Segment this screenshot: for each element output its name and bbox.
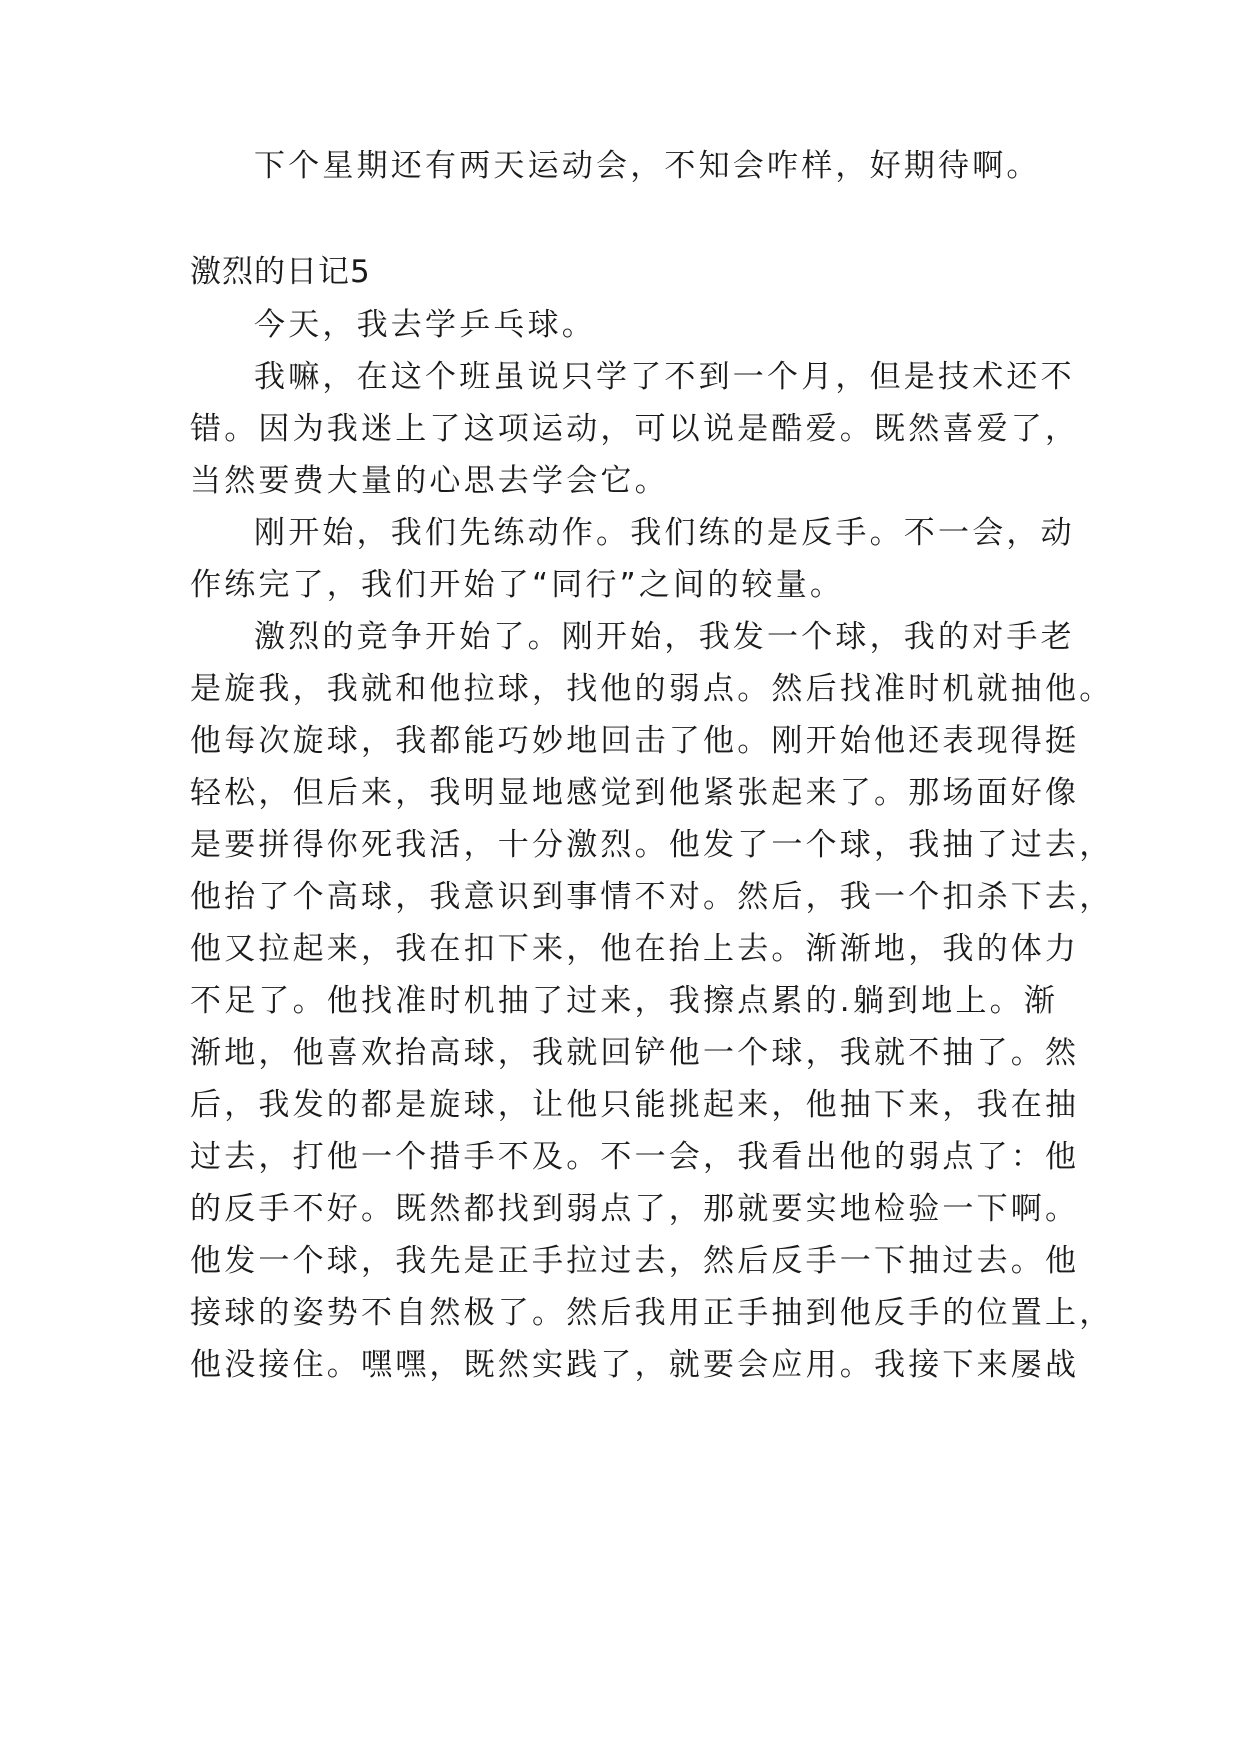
paragraph-line: 轻松，但后来，我明显地感觉到他紧张起来了。那场面好像 <box>190 775 1080 811</box>
paragraph-line: 后，我发的都是旋球，让他只能挑起来，他抽下来，我在抽 <box>190 1087 1080 1123</box>
paragraph-line: 是要拼得你死我活，十分激烈。他发了一个球，我抽了过去， <box>190 827 1114 863</box>
paragraph-line: 他没接住。嘿嘿，既然实践了，就要会应用。我接下来屡战 <box>190 1347 1080 1383</box>
paragraph-line: 激烈的竞争开始了。刚开始，我发一个球，我的对手老 <box>254 619 1075 655</box>
paragraph-line: 他抬了个高球，我意识到事情不对。然后，我一个扣杀下去， <box>190 879 1114 915</box>
paragraph-line: 的反手不好。既然都找到弱点了，那就要实地检验一下啊。 <box>190 1191 1080 1227</box>
paragraph-line: 不足了。他找准时机抽了过来，我擦点累的.躺到地上。渐 <box>190 983 1059 1019</box>
paragraph-line: 他发一个球，我先是正手拉过去，然后反手一下抽过去。他 <box>190 1243 1080 1279</box>
paragraph-line: 当然要费大量的心思去学会它。 <box>190 463 669 499</box>
paragraph-line: 接球的姿势不自然极了。然后我用正手抽到他反手的位置上， <box>190 1295 1114 1331</box>
paragraph-line: 他每次旋球，我都能巧妙地回击了他。刚开始他还表现得挺 <box>190 723 1080 759</box>
paragraph-line: 他又拉起来，我在扣下来，他在抬上去。渐渐地，我的体力 <box>190 931 1080 967</box>
diary-heading: 激烈的日记5 <box>190 254 371 290</box>
paragraph-line: 过去，打他一个措手不及。不一会，我看出他的弱点了：他 <box>190 1139 1080 1175</box>
paragraph-line: 刚开始，我们先练动作。我们练的是反手。不一会，动 <box>254 515 1075 551</box>
paragraph-line: 我嘛，在这个班虽说只学了不到一个月，但是技术还不 <box>254 359 1075 395</box>
paragraph-line: 作练完了，我们开始了“同行”之间的较量。 <box>190 567 845 603</box>
paragraph-line: 今天，我去学乒乓球。 <box>254 307 596 343</box>
paragraph-line: 渐地，他喜欢抬高球，我就回铲他一个球，我就不抽了。然 <box>190 1035 1080 1071</box>
intro-paragraph: 下个星期还有两天运动会，不知会咋样，好期待啊。 <box>254 148 1041 184</box>
paragraph-line: 错。因为我迷上了这项运动，可以说是酷爱。既然喜爱了， <box>190 411 1080 447</box>
paragraph-line: 是旋我，我就和他拉球，找他的弱点。然后找准时机就抽他。 <box>190 671 1114 707</box>
